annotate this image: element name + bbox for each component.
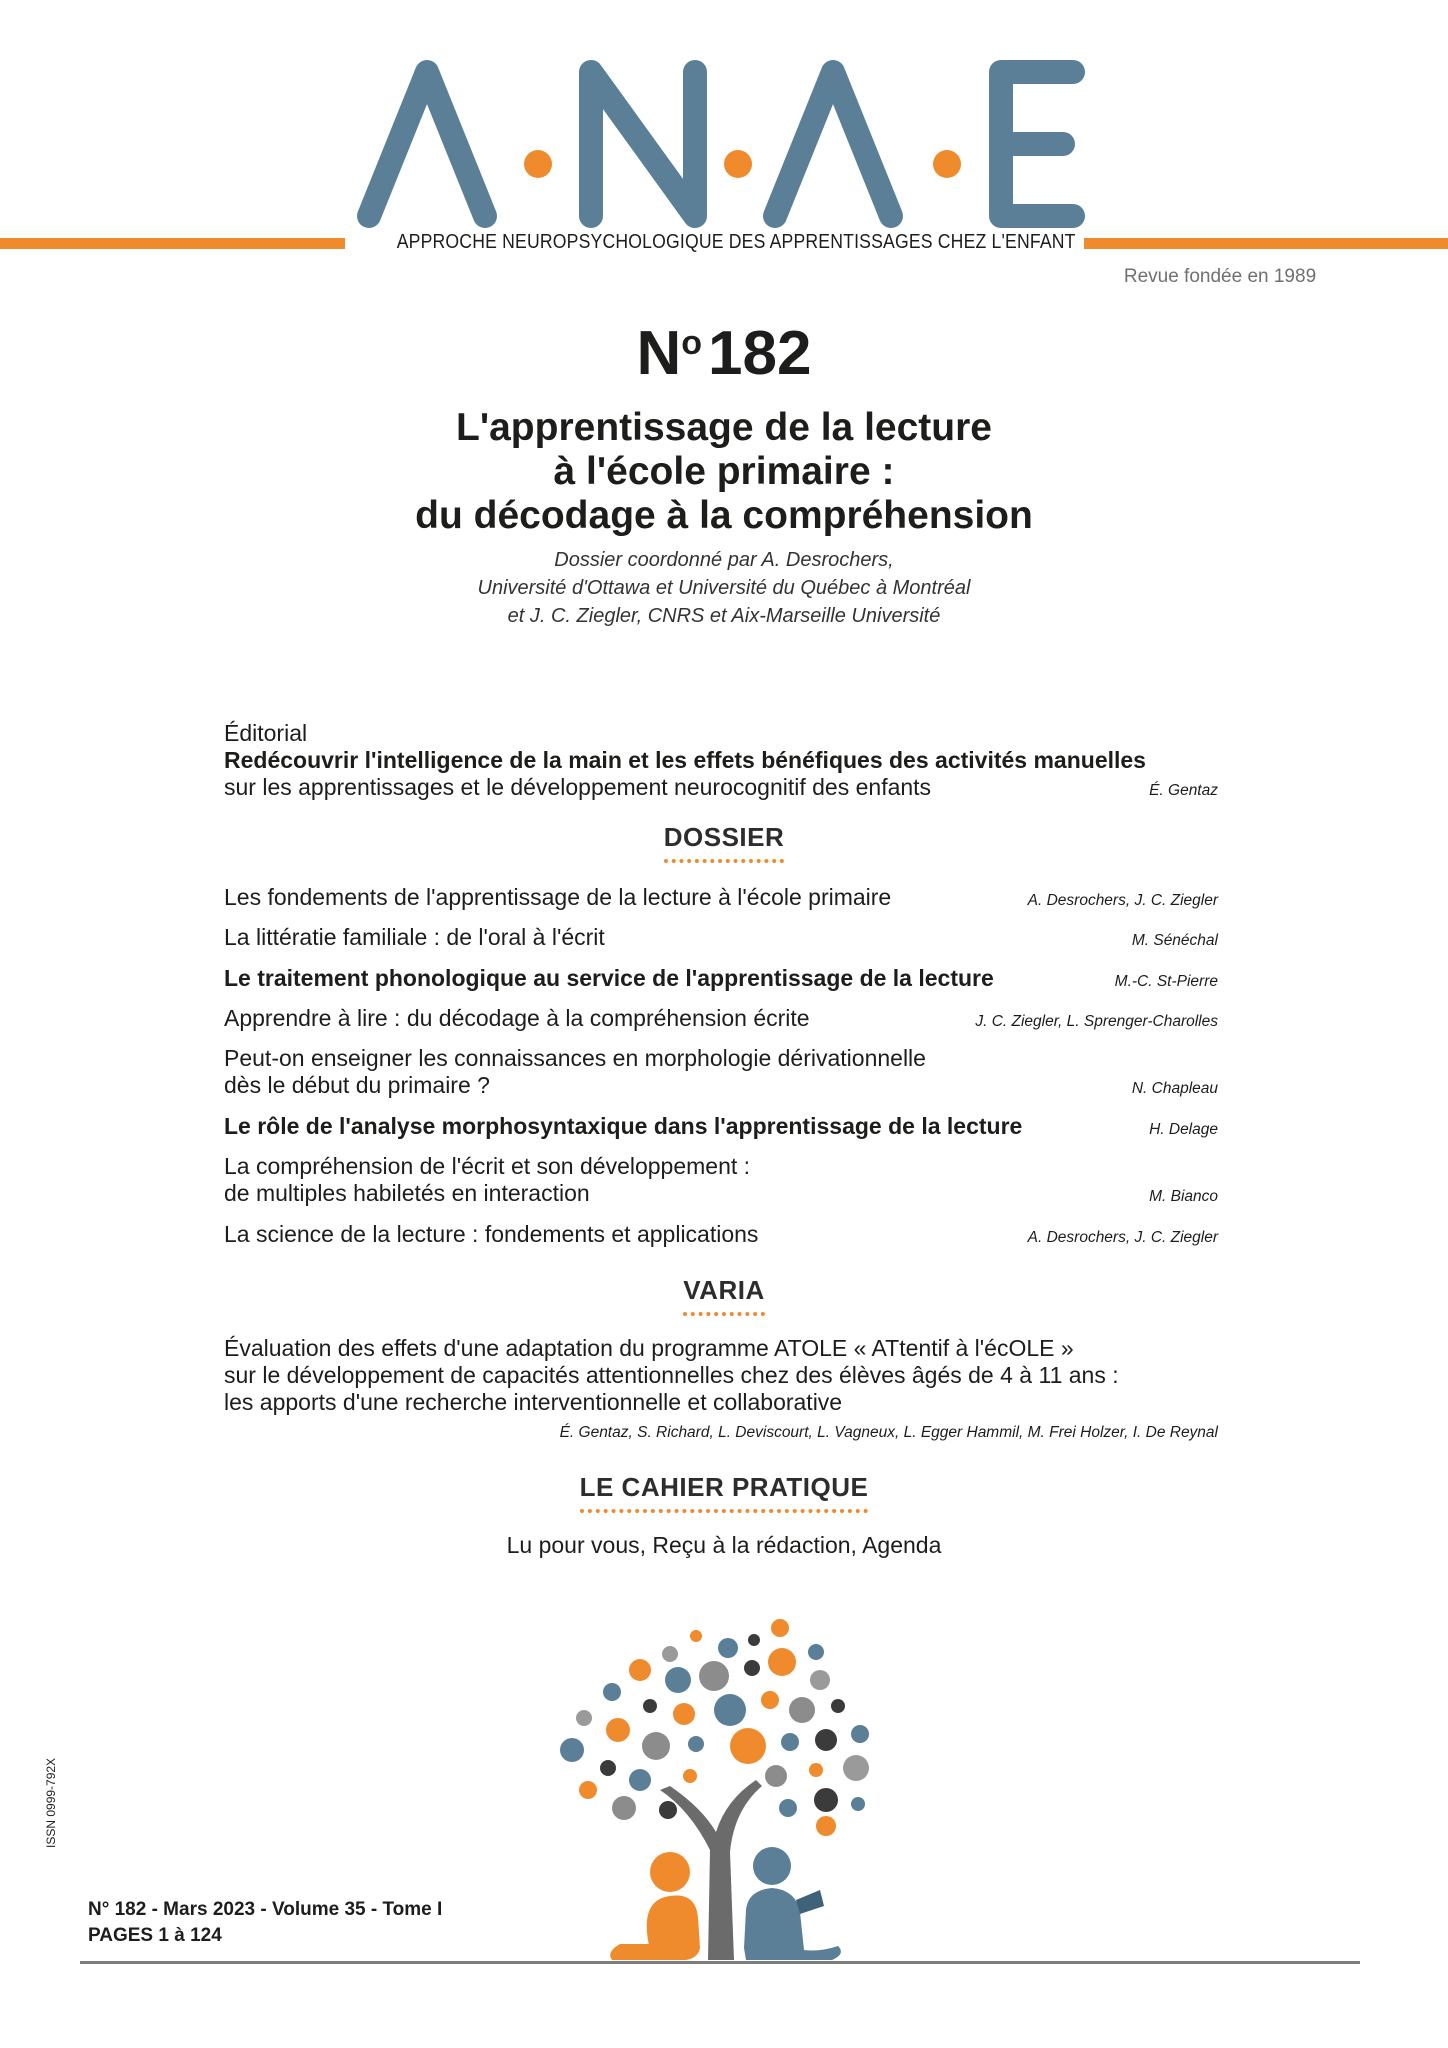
- varia-authors: É. Gentaz, S. Richard, L. Deviscourt, L. Vagneux, L. Egger Hammil, M. Frei Holzer, I. De Reynal: [559, 1424, 1218, 1441]
- varia-line3: les apports d'une recherche interventionnelle et collaborative: [224, 1389, 843, 1415]
- toc-item: Apprendre à lire : du décodage à la compréhension écrite: [224, 1005, 810, 1031]
- toc-item: La littératie familiale : de l'oral à l'écrit: [224, 924, 605, 950]
- issue-pages: PAGES 1 à 124: [88, 1925, 222, 1946]
- orange-rule-right: [1084, 238, 1448, 249]
- dossier-coordination: Dossier coordonné par A. Desrochers, Université d'Ottawa et Université du Québec à Montréal et J. C. Ziegler, CNRS et Aix-Marseille Université: [477, 549, 971, 627]
- toc-author: A. Desrochers, J. C. Ziegler: [1027, 892, 1218, 909]
- section-cahier: LE CAHIER PRATIQUE: [0, 1472, 1448, 1513]
- toc-item: Le rôle de l'analyse morphosyntaxique dans l'apprentissage de la lecture: [224, 1113, 1023, 1139]
- editorial-title-line2: sur les apprentissages et le développement neurocognitif des enfants: [224, 774, 932, 800]
- toc-author: J. C. Ziegler, L. Sprenger-Charolles: [975, 1013, 1218, 1030]
- toc-author: H. Delage: [1149, 1121, 1218, 1138]
- toc-item: La science de la lecture : fondements et applications: [224, 1221, 759, 1247]
- toc-item: Le traitement phonologique au service de l'apprentissage de la lecture: [224, 965, 994, 991]
- toc-author: M. Bianco: [1149, 1188, 1218, 1205]
- toc-item: Les fondements de l'apprentissage de la lecture à l'école primaire: [224, 884, 892, 910]
- section-dossier: DOSSIER: [0, 822, 1448, 863]
- toc-author: M. Sénéchal: [1131, 932, 1218, 949]
- toc-item-line2: de multiples habiletés en interaction: [224, 1180, 590, 1206]
- journal-logo: [355, 58, 1095, 228]
- journal-subtitle: APPROCHE NEUROPSYCHOLOGIQUE DES APPRENTISSAGES CHEZ L'ENFANT: [396, 230, 1076, 253]
- tree-illustration: [520, 1600, 920, 1970]
- issn: ISSN 0999-792X: [44, 1757, 58, 1848]
- toc-author: M.-C. St-Pierre: [1114, 973, 1218, 990]
- issue-number: $N^o182$: [636, 319, 812, 388]
- footer-rule: [80, 1961, 1360, 1964]
- toc-item: La compréhension de l'écrit et son développement :: [224, 1153, 751, 1179]
- varia-line1: Évaluation des effets d'une adaptation du programme ATOLE « ATtentif à l'écOLE »: [224, 1335, 1074, 1361]
- editorial-label: Éditorial: [224, 720, 308, 746]
- dossier-title: L'apprentissage de la lecture à l'école primaire : du décodage à la compréhension: [415, 406, 1033, 537]
- editorial-title: Redécouvrir l'intelligence de la main et les effets bénéfiques des activités manuelles: [224, 747, 1146, 773]
- editorial-author: É. Gentaz: [1149, 782, 1218, 799]
- section-varia: VARIA: [0, 1275, 1448, 1316]
- issue-info: N° 182 - Mars 2023 - Volume 35 - Tome I: [88, 1899, 443, 1920]
- founded-note: Revue fondée en 1989: [1123, 266, 1317, 287]
- varia-line2: sur le développement de capacités attentionnelles chez des élèves âgés de 4 à 11 ans :: [224, 1362, 1119, 1388]
- toc-author: A. Desrochers, J. C. Ziegler: [1027, 1229, 1218, 1246]
- toc-author: N. Chapleau: [1131, 1080, 1218, 1097]
- toc-item: Peut-on enseigner les connaissances en morphologie dérivationnelle: [224, 1045, 926, 1071]
- cahier-contents: Lu pour vous, Reçu à la rédaction, Agenda: [506, 1532, 942, 1558]
- orange-rule-left: [0, 238, 345, 249]
- toc-item-line2: dès le début du primaire ?: [224, 1072, 490, 1098]
